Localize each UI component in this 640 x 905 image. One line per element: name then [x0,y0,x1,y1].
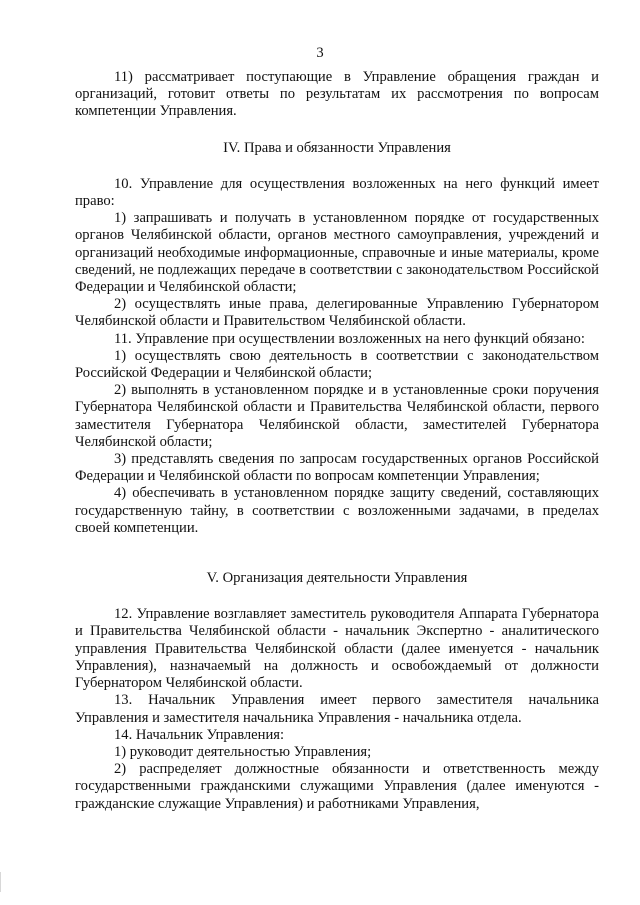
paragraph-14-2: 2) распределяет должностные обязанности и ответственность между государственными гражданскими служащими Управления (далее именуются - гражданские служащие Управления) и работниками Управления, [75,761,599,812]
section-heading-organization: V. Организация деятельности Управления [206,570,468,587]
paragraph-item-11: 11) рассматривает поступающие в Управление обращения граждан и организаций, готовит ответы по результатам их рассмотрения по вопросам компетенции Управления. [75,69,599,120]
paragraph-13: 13. Начальник Управления имеет первого заместителя начальника Управления и заместителя начальника Управления - начальника отдела. [75,692,599,726]
paragraph-14: 14. Начальник Управления: [114,726,285,743]
paragraph-11-3: 3) представлять сведения по запросам государственных органов Российской Федерации и Челябинской области по вопросам компетенции Управления; [75,451,599,485]
paragraph-10-2: 2) осуществлять иные права, делегированные Управлению Губернатором Челябинской области и Правительством Челябинской области. [75,296,599,330]
spacer [75,157,599,176]
paragraph-10-1: 1) запрашивать и получать в установленном порядке от государственных органов Челябинской области, органов местного самоуправления, учреждений и организаций необходимые информационные, справочные и иные материалы, кроме сведений, не подлежащих передаче в соответствии с законодательством Российской Федерации и Челябинской области; [75,210,599,296]
spacer [75,587,599,606]
paragraph-11-4: 4) обеспечивать в установленном порядке защиту сведений, составляющих государственную тайну, в соответствии с возложенными задачами, в пределах своей компетенции. [75,485,599,536]
paragraph-11: 11. Управление при осуществлении возложенных на него функций обязано: [114,330,585,347]
paragraph-11-2: 2) выполнять в установленном порядке и в установленные сроки поручения Губернатора Челябинской области и Правительства Челябинской области, первого заместителя Губернатора Челябинской области, заместителей Губернатора Челябинской области; [75,382,599,450]
paragraph-11-1: 1) осуществлять свою деятельность в соответствии с законодательством Российской Федерации и Челябинской области; [75,347,599,382]
paragraph-10: 10. Управление для осуществления возложенных на него функций имеет право: [75,175,599,210]
section-heading-rights-duties: IV. Права и обязанности Управления [223,139,451,156]
spacer [75,537,599,570]
page-number: 3 [316,45,324,61]
document-body [75,69,599,813]
paragraph-12: 12. Управление возглавляет заместитель руководителя Аппарата Губернатора и Правительства Челябинской области - начальник Экспертно - аналитического управления Правительства Челябинской области (далее именуется - начальник Управления), назначаемый на должность и освобождаемый от должности Губернатором Челябинской области. [75,606,599,692]
scan-edge-mark [0,872,1,892]
paragraph-14-1: 1) руководит деятельностью Управления; [114,743,372,760]
spacer [75,121,599,140]
